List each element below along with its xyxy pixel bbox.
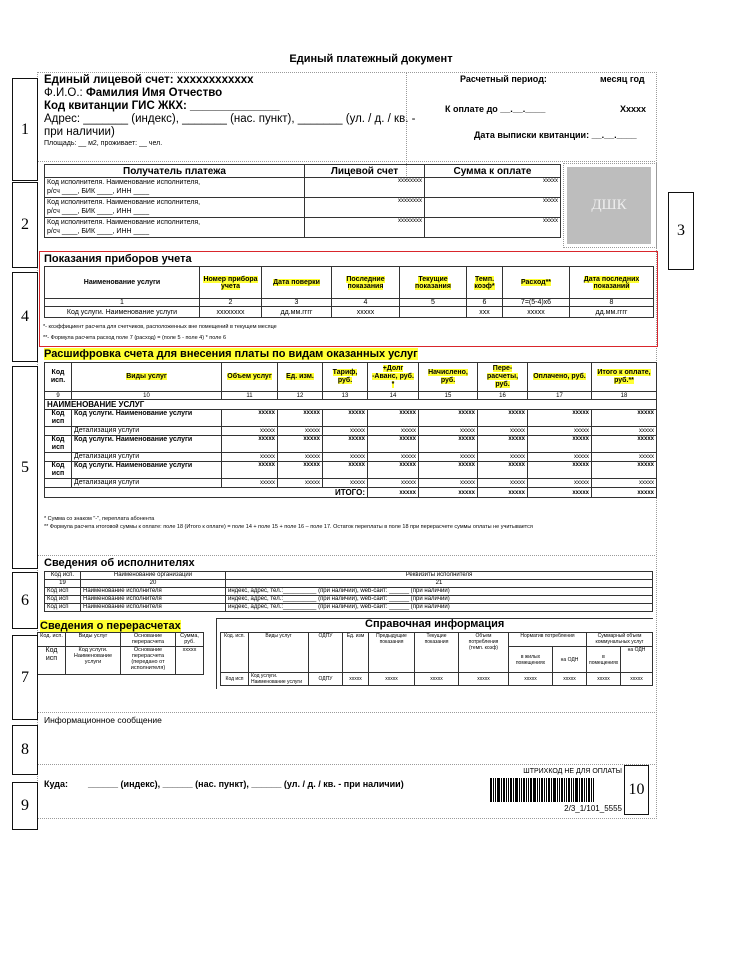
provider-row bbox=[45, 588, 653, 596]
service-value: xxxxx bbox=[368, 410, 419, 427]
amount-header: Сумма к оплате bbox=[425, 165, 561, 178]
service-value: xxxxx bbox=[368, 436, 419, 453]
service-detail-value: xxxxx bbox=[592, 453, 657, 462]
column-number: 7=(5-4)x6 bbox=[503, 299, 570, 307]
barcode-bar bbox=[571, 778, 572, 802]
meters-header: Наименование услуги bbox=[45, 267, 200, 299]
barcode-bar bbox=[519, 778, 520, 802]
barcode-bar bbox=[501, 778, 502, 802]
barcode-bar bbox=[508, 778, 509, 802]
service-detail-value: xxxxx bbox=[478, 427, 528, 436]
barcode-bar bbox=[553, 778, 556, 802]
barcode-bar bbox=[591, 778, 592, 802]
recalc-sum: xxxxx bbox=[176, 647, 204, 675]
meters-header: Темп. коэф* bbox=[474, 275, 495, 290]
reference-header: Предыдущие показания bbox=[369, 633, 415, 673]
providers-header: Реквизиты исполнителя bbox=[226, 572, 653, 580]
services-total-row bbox=[45, 488, 657, 498]
service-detail-value: xxxxx bbox=[478, 453, 528, 462]
services-header: Код исп. bbox=[50, 369, 66, 384]
column-number: 17 bbox=[528, 392, 592, 400]
column-number: 20 bbox=[81, 580, 226, 588]
services-header: +Долг -Аванс, руб. * bbox=[372, 365, 414, 388]
meters-header: Текущие показания bbox=[415, 275, 451, 290]
account-number: Единый лицевой счет: xxxxxxxxxxxx bbox=[44, 74, 254, 86]
barcode-bar bbox=[528, 778, 529, 802]
meter-last-reading: xxxxx bbox=[332, 307, 400, 318]
barcode-bar bbox=[539, 778, 540, 802]
barcode-bar bbox=[586, 778, 587, 802]
barcode-bar bbox=[495, 778, 496, 802]
reference-header: ОДПУ bbox=[309, 633, 343, 673]
due-date: К оплате до __.__.____ bbox=[445, 104, 546, 114]
providers-table bbox=[44, 571, 653, 612]
service-value: xxxxx bbox=[278, 462, 323, 479]
meters-note-2: **- Формула расчета расход поле 7 (расход) = (поле 5 - поле 4) * поле 6 bbox=[43, 335, 227, 341]
recipient-row bbox=[45, 198, 561, 218]
provider-name: Наименование исполнителя bbox=[81, 588, 226, 596]
reference-cell: ОДПУ bbox=[309, 673, 343, 686]
meters-title: Показания приборов учета bbox=[44, 253, 192, 265]
service-value: xxxxx bbox=[222, 462, 278, 479]
recalc-service: Код услуги. Наименование услуги bbox=[66, 647, 121, 675]
to-address: ______ (индекс), ______ (нас. пункт), ______ (ул. / д. / кв. - при наличии) bbox=[88, 779, 404, 789]
column-number: 18 bbox=[592, 392, 657, 400]
provider-name: Наименование исполнителя bbox=[81, 596, 226, 604]
reference-cell: xxxxx bbox=[553, 673, 587, 686]
service-detail-value: xxxxx bbox=[368, 427, 419, 436]
provider-details: индекс, адрес, тел.:__________ (при наличии), web-сайт: ______ (при наличии) bbox=[226, 596, 653, 604]
total-value: xxxxx bbox=[528, 488, 592, 498]
barcode-bar bbox=[575, 778, 578, 802]
column-number: 21 bbox=[226, 580, 653, 588]
provider-details: индекс, адрес, тел.:__________ (при наличии), web-сайт: ______ (при наличии) bbox=[226, 588, 653, 596]
meters-note-1: *- коэффициент расчета для счетчиков, расположенных вне помещений в текущем месяце bbox=[43, 324, 277, 330]
barcode-bar bbox=[584, 778, 585, 802]
recalc-row bbox=[38, 647, 204, 675]
column-number: 11 bbox=[222, 392, 278, 400]
service-detail-row bbox=[45, 479, 657, 488]
reference-title: Справочная информация bbox=[365, 618, 505, 630]
column-number: 1 bbox=[45, 299, 200, 307]
total-value: xxxxx bbox=[478, 488, 528, 498]
section-number: 5 bbox=[12, 366, 38, 569]
service-detail-value: xxxxx bbox=[323, 427, 368, 436]
payer-name bbox=[44, 87, 404, 100]
service-value: xxxxx bbox=[278, 410, 323, 427]
service-value: xxxxx bbox=[222, 410, 278, 427]
reference-cell: xxxxx bbox=[621, 673, 653, 686]
divider bbox=[37, 764, 655, 765]
service-detail-value: xxxxx bbox=[278, 453, 323, 462]
recipient-account: xxxxxxxx bbox=[305, 198, 425, 218]
services-header: Оплачено, руб. bbox=[533, 373, 586, 380]
barcode-bar bbox=[506, 778, 507, 802]
barcode-bar bbox=[566, 778, 567, 802]
service-code: Код исп bbox=[45, 436, 72, 453]
barcode-bar bbox=[557, 778, 558, 802]
provider-details: индекс, адрес, тел.:__________ (при наличии), web-сайт: ______ (при наличии) bbox=[226, 604, 653, 612]
provider-code: Код исп bbox=[45, 596, 81, 604]
barcode-bar bbox=[568, 778, 570, 802]
barcode-bar bbox=[573, 778, 574, 802]
provider-name: Наименование исполнителя bbox=[81, 604, 226, 612]
reference-cell: Код услуги. Наименование услуги bbox=[249, 673, 309, 686]
reference-cell: xxxxx bbox=[369, 673, 415, 686]
barcode-bar bbox=[497, 778, 500, 802]
barcode-bar bbox=[546, 778, 547, 802]
column-number: 14 bbox=[368, 392, 419, 400]
service-name: Код услуги. Наименование услуги bbox=[72, 462, 222, 479]
service-value: xxxxx bbox=[323, 462, 368, 479]
barcode-bar bbox=[523, 778, 525, 802]
service-row bbox=[45, 436, 657, 453]
recipient-name: Код исполнителя. Наименование исполнителя, bbox=[47, 219, 201, 226]
recipient-row bbox=[45, 178, 561, 198]
meters-header: Расход** bbox=[520, 279, 552, 286]
recipient-details: р/сч ____, БИК ____, ИНН ____ bbox=[47, 188, 150, 195]
barcode-bar bbox=[490, 778, 492, 802]
providers-header: Код исп. bbox=[45, 572, 81, 580]
service-value: xxxxx bbox=[278, 436, 323, 453]
barcode-bar bbox=[581, 778, 583, 802]
column-number: 9 bbox=[45, 392, 72, 400]
service-detail: Детализация услуги bbox=[72, 479, 222, 488]
service-detail-value: xxxxx bbox=[278, 427, 323, 436]
section-number: 8 bbox=[12, 725, 38, 775]
service-detail-value: xxxxx bbox=[528, 453, 592, 462]
service-value: xxxxx bbox=[368, 462, 419, 479]
recipient-amount: xxxxx bbox=[425, 218, 561, 238]
recalc-header: Сумма, руб. bbox=[176, 633, 204, 647]
recalc-header: Виды услуг bbox=[66, 633, 121, 647]
address-line-2: при наличии) bbox=[44, 126, 115, 138]
recipient-details: р/сч ____, БИК ____, ИНН ____ bbox=[47, 228, 150, 235]
area-line: Площадь: __ м2, проживает: __ чел. bbox=[44, 140, 163, 147]
reference-subheader: на ОДН bbox=[553, 647, 587, 673]
recalc-table bbox=[37, 632, 204, 675]
fio-value: Фамилия Имя Отчество bbox=[85, 87, 223, 99]
meter-coef: xxx bbox=[467, 307, 503, 318]
total-value: xxxxx bbox=[419, 488, 478, 498]
reference-header: Текущие показания bbox=[415, 633, 459, 673]
service-value: xxxxx bbox=[528, 436, 592, 453]
service-detail: Детализация услуги bbox=[72, 427, 222, 436]
divider bbox=[37, 555, 655, 556]
account-header: Лицевой счет bbox=[305, 165, 425, 178]
reference-table bbox=[220, 632, 653, 686]
barcode-bar bbox=[493, 778, 494, 802]
reference-subheader: в жилых помещениях bbox=[509, 647, 553, 673]
barcode-bar bbox=[541, 778, 543, 802]
barcode-bar bbox=[579, 778, 580, 802]
recipient-account: xxxxxxxx bbox=[305, 178, 425, 198]
reference-cell: Код исп bbox=[221, 673, 249, 686]
column-number: 19 bbox=[45, 580, 81, 588]
recipient-name: Код исполнителя. Наименование исполнителя, bbox=[47, 199, 201, 206]
barcode-bar bbox=[526, 778, 527, 802]
service-value: xxxxx bbox=[478, 436, 528, 453]
service-value: xxxxx bbox=[222, 436, 278, 453]
meters-table bbox=[44, 266, 654, 318]
services-header: Тариф, руб. bbox=[332, 369, 358, 384]
service-code: Код исп bbox=[45, 462, 72, 479]
recipient-header: Получатель платежа bbox=[45, 165, 305, 178]
reference-header: Объем потребления (темп. коэф) bbox=[459, 633, 509, 673]
service-detail-value: xxxxx bbox=[278, 479, 323, 488]
barcode-bar bbox=[551, 778, 552, 802]
meters-row bbox=[45, 307, 654, 318]
service-value: xxxxx bbox=[419, 410, 478, 427]
barcode bbox=[490, 778, 622, 802]
document-title: Единый платежный документ bbox=[289, 53, 453, 65]
qr-code-placeholder: ДШК bbox=[567, 167, 651, 244]
recipient-name: Код исполнителя. Наименование исполнителя, bbox=[47, 179, 201, 186]
column-number: 15 bbox=[419, 392, 478, 400]
service-detail-value: xxxxx bbox=[368, 479, 419, 488]
service-value: xxxxx bbox=[478, 410, 528, 427]
recipient-account: xxxxxxxx bbox=[305, 218, 425, 238]
meters-header: Дата поверки bbox=[273, 279, 320, 286]
reference-cell: xxxxx bbox=[459, 673, 509, 686]
providers-title: Сведения об исполнителях bbox=[44, 557, 195, 569]
service-detail-value: xxxxx bbox=[222, 453, 278, 462]
services-header: Итого к оплате, руб.** bbox=[597, 369, 651, 384]
column-number: 10 bbox=[72, 392, 222, 400]
provider-row bbox=[45, 604, 653, 612]
barcode-caption: ШТРИХКОД НЕ ДЛЯ ОПЛАТЫ bbox=[523, 768, 622, 775]
meters-header: Дата последних показаний bbox=[583, 275, 640, 290]
fio-label: Ф.И.О.: bbox=[44, 87, 86, 99]
payer-block bbox=[44, 74, 416, 149]
service-detail-value: xxxxx bbox=[592, 479, 657, 488]
recalc-header: Основание перерасчета bbox=[121, 633, 176, 647]
provider-code: Код исп bbox=[45, 588, 81, 596]
total-value: xxxxx bbox=[592, 488, 657, 498]
barcode-number: 2/3_1/101_5555 bbox=[564, 804, 622, 813]
reference-header: Ед. изм bbox=[343, 633, 369, 673]
barcode-bar bbox=[530, 778, 532, 802]
service-detail-value: xxxxx bbox=[478, 479, 528, 488]
column-number: 12 bbox=[278, 392, 323, 400]
service-detail-value: xxxxx bbox=[368, 453, 419, 462]
barcode-bar bbox=[561, 778, 563, 802]
barcode-bar bbox=[564, 778, 565, 802]
barcode-bar bbox=[548, 778, 550, 802]
service-row bbox=[45, 410, 657, 427]
due-amount: Xxxxx bbox=[620, 104, 647, 114]
column-number: 16 bbox=[478, 392, 528, 400]
services-group-label: НАИМЕНОВАНИЕ УСЛУГ bbox=[45, 400, 657, 410]
service-value: xxxxx bbox=[419, 462, 478, 479]
barcode-bar bbox=[593, 778, 594, 802]
column-number: 6 bbox=[467, 299, 503, 307]
service-detail-value: xxxxx bbox=[528, 479, 592, 488]
meters-header: Номер прибора учета bbox=[203, 275, 258, 290]
section-number: 6 bbox=[12, 572, 38, 629]
total-value: xxxxx bbox=[368, 488, 419, 498]
service-value: xxxxx bbox=[592, 436, 657, 453]
barcode-bar bbox=[588, 778, 590, 802]
period-label: Расчетный период: bbox=[460, 74, 547, 84]
reference-header: Суммарный объем коммунальных услуг bbox=[587, 633, 653, 647]
service-detail-value: xxxxx bbox=[419, 427, 478, 436]
reference-header: Норматив потребления bbox=[509, 633, 587, 647]
meter-service: Код услуги. Наименование услуги bbox=[45, 307, 200, 318]
recipient-details: р/сч ____, БИК ____, ИНН ____ bbox=[47, 208, 150, 215]
barcode-bar bbox=[513, 778, 514, 802]
recipient-amount: xxxxx bbox=[425, 178, 561, 198]
service-value: xxxxx bbox=[528, 462, 592, 479]
service-detail-value: xxxxx bbox=[592, 427, 657, 436]
services-header: Объем услуг bbox=[227, 373, 272, 380]
barcode-bar bbox=[559, 778, 560, 802]
service-row bbox=[45, 462, 657, 479]
service-value: xxxxx bbox=[592, 410, 657, 427]
provider-code: Код исп bbox=[45, 604, 81, 612]
column-number: 3 bbox=[262, 299, 332, 307]
service-detail-value: xxxxx bbox=[419, 479, 478, 488]
address-line-1: Адрес: _______ (индекс), _______ (нас. пункт), _______ (ул. / д. / кв. - bbox=[44, 113, 416, 125]
service-detail-value: xxxxx bbox=[222, 479, 278, 488]
services-note-2: ** Формула расчета итоговой суммы к оплате: поле 18 (Итого к оплате) = поле 14 + поле 15 + поле 16 – поле 17. Остаток переплаты в поле 18 при перерасчете суммы оплаты не учитывается bbox=[44, 524, 533, 530]
barcode-bar bbox=[537, 778, 538, 802]
recalc-reason: Основание перерасчета (передано от исполнителя) bbox=[121, 647, 176, 675]
reference-row bbox=[221, 673, 653, 686]
period-value: месяц год bbox=[600, 74, 645, 84]
meter-last-date: дд.мм.гггг bbox=[570, 307, 654, 318]
column-number: 13 bbox=[323, 392, 368, 400]
reference-cell: xxxxx bbox=[343, 673, 369, 686]
service-detail-value: xxxxx bbox=[222, 427, 278, 436]
services-header: Ед. изм. bbox=[286, 373, 314, 380]
barcode-bar bbox=[510, 778, 512, 802]
service-detail-value: xxxxx bbox=[323, 453, 368, 462]
recipient-row bbox=[45, 218, 561, 238]
info-message: Информационное сообщение bbox=[44, 715, 162, 725]
recalc-title: Сведения о перерасчетах bbox=[40, 620, 181, 632]
reference-header: Виды услуг bbox=[249, 633, 309, 673]
column-number: 5 bbox=[400, 299, 467, 307]
meters-number-row bbox=[45, 299, 654, 307]
service-name: Код услуги. Наименование услуги bbox=[72, 436, 222, 453]
recipient-amount: xxxxx bbox=[425, 198, 561, 218]
service-code: Код исп bbox=[45, 410, 72, 427]
section-number: 2 bbox=[12, 182, 38, 268]
reference-header: Код. исп. bbox=[221, 633, 249, 673]
section-number: 10 bbox=[624, 765, 649, 815]
meter-check-date: дд.мм.гггг bbox=[262, 307, 332, 318]
services-header: Начислено, руб. bbox=[428, 369, 468, 384]
reference-subheader: на ОДН bbox=[621, 647, 653, 673]
reference-cell: xxxxx bbox=[509, 673, 553, 686]
column-number: 8 bbox=[570, 299, 654, 307]
meters-header: Последние показания bbox=[346, 275, 385, 290]
services-notes bbox=[44, 515, 644, 531]
barcode-bar bbox=[503, 778, 505, 802]
service-name: Код услуги. Наименование услуги bbox=[72, 410, 222, 427]
barcode-bar bbox=[521, 778, 522, 802]
service-detail-row bbox=[45, 427, 657, 436]
to-label: Куда: bbox=[44, 779, 68, 789]
service-detail-row bbox=[45, 453, 657, 462]
column-number: 4 bbox=[332, 299, 400, 307]
providers-header: Наименование организации bbox=[81, 572, 226, 580]
service-detail-value: xxxxx bbox=[323, 479, 368, 488]
barcode-bar bbox=[533, 778, 536, 802]
section-number: 9 bbox=[12, 782, 38, 830]
service-value: xxxxx bbox=[528, 410, 592, 427]
blank-cell bbox=[45, 427, 72, 436]
recalc-header: Код. исп. bbox=[38, 633, 66, 647]
provider-row bbox=[45, 596, 653, 604]
total-label: ИТОГО: bbox=[45, 488, 368, 498]
section-number: 7 bbox=[12, 635, 38, 720]
recipients-table bbox=[44, 164, 561, 238]
service-detail-value: xxxxx bbox=[528, 427, 592, 436]
service-value: xxxxx bbox=[419, 436, 478, 453]
meter-current-reading bbox=[400, 307, 467, 318]
service-detail-value: xxxxx bbox=[419, 453, 478, 462]
gis-code: Код квитанции ГИС ЖКХ: ______________ bbox=[44, 100, 280, 112]
reference-cell: xxxxx bbox=[415, 673, 459, 686]
meter-consumption: xxxxx bbox=[503, 307, 570, 318]
services-header: Пере-расчеты, руб. bbox=[486, 365, 519, 388]
services-header: Виды услуг bbox=[126, 373, 167, 380]
service-detail: Детализация услуги bbox=[72, 453, 222, 462]
column-number: 2 bbox=[200, 299, 262, 307]
blank-cell bbox=[45, 453, 72, 462]
divider bbox=[37, 712, 655, 713]
section-number: 3 bbox=[668, 192, 694, 270]
barcode-bar bbox=[544, 778, 545, 802]
barcode-bar bbox=[515, 778, 518, 802]
services-note-1: * Сумма со знаком "-", переплата абонента bbox=[44, 516, 155, 522]
issue-date: Дата выписки квитанции: __.__.____ bbox=[474, 130, 637, 140]
service-value: xxxxx bbox=[323, 410, 368, 427]
blank-cell bbox=[45, 479, 72, 488]
service-value: xxxxx bbox=[478, 462, 528, 479]
section-number: 4 bbox=[12, 272, 38, 362]
reference-cell: xxxxx bbox=[587, 673, 621, 686]
services-title: Расшифровка счета для внесения платы по видам оказанных услуг bbox=[44, 348, 418, 360]
service-value: xxxxx bbox=[592, 462, 657, 479]
service-value: xxxxx bbox=[323, 436, 368, 453]
recalc-code: Код исп bbox=[38, 647, 66, 675]
divider bbox=[37, 161, 655, 162]
reference-subheader: в помещениях bbox=[587, 647, 621, 673]
meter-number: xxxxxxxx bbox=[200, 307, 262, 318]
section-number: 1 bbox=[12, 78, 38, 181]
services-table bbox=[44, 362, 657, 498]
